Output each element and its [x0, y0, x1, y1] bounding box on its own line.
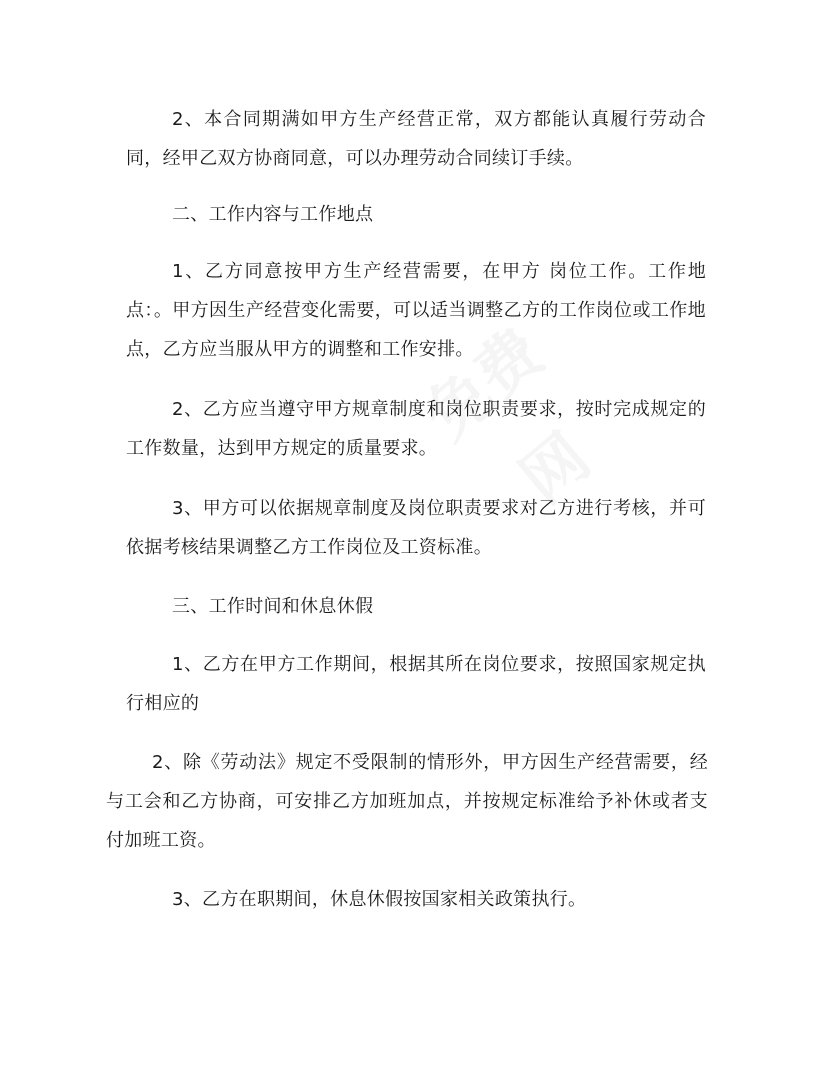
section-heading-work-hours: 三、工作时间和休息休假 [172, 596, 374, 617]
paragraph-assessment: 3、甲方可以依据规章制度及岗位职责要求对乙方进行考核，并可依据考核结果调整乙方工作岗位及工资标准。 [126, 498, 706, 558]
paragraph-work-position: 1、乙方同意按甲方生产经营需要，在甲方 岗位工作。工作地点：。甲方因生产经营变化需要，可以适当调整乙方的工作岗位或工作地点，乙方应当服从甲方的调整和工作安排。 [126, 261, 706, 360]
paragraph-leave: 3、乙方在职期间，休息休假按国家相关政策执行。 [172, 889, 587, 910]
watermark: 免费网 [412, 315, 605, 519]
paragraph-working-hours: 1、乙方在甲方工作期间，根据其所在岗位要求，按照国家规定执行相应的 [126, 654, 706, 714]
paragraph-contract-renewal: 2、本合同期满如甲方生产经营正常，双方都能认真履行劳动合同，经甲乙双方协商同意，可以办理劳动合同续订手续。 [126, 109, 706, 169]
section-heading-work-content: 二、工作内容与工作地点 [172, 204, 374, 225]
paragraph-comply-rules: 2、乙方应当遵守甲方规章制度和岗位职责要求，按时完成规定的工作数量，达到甲方规定的质量要求。 [126, 399, 706, 459]
paragraph-overtime: 2、除《劳动法》规定不受限制的情形外，甲方因生产经营需要，经与工会和乙方协商，可安排乙方加班加点，并按规定标准给予补休或者支付加班工资。 [106, 752, 708, 851]
